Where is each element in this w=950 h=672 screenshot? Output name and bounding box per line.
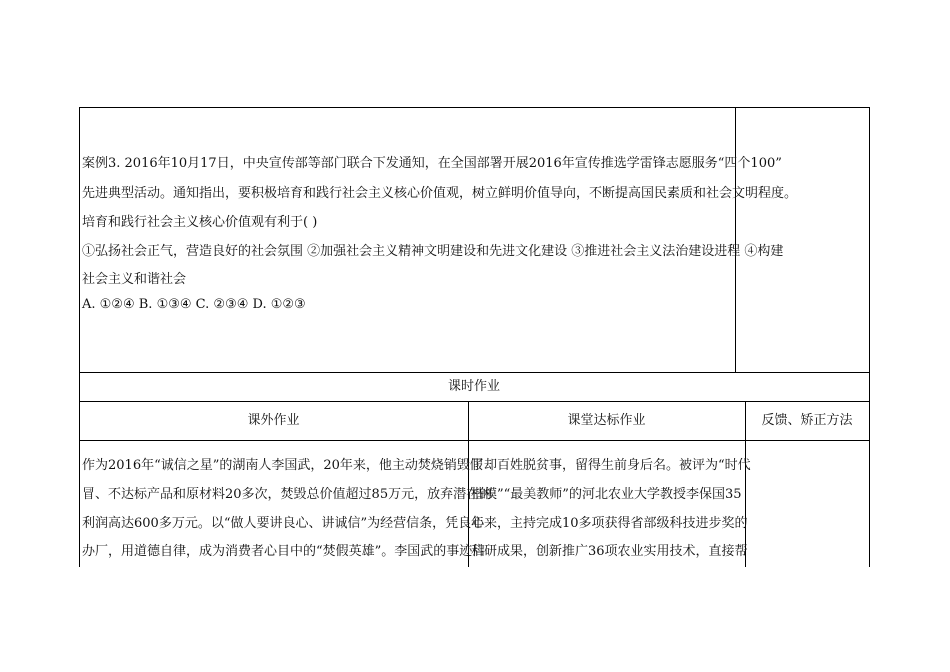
case3-answer-options: A. ①②④ B. ①③④ C. ②③④ D. ①②③ [82, 297, 306, 312]
header-feedback-method: 反馈、矫正方法 [761, 413, 853, 428]
row-divider-2 [79, 401, 869, 402]
col2-line-1: 了却百姓脱贫事，留得生前身后名。被评为“时代 [471, 458, 751, 473]
col1-line-1: 作为2016年“诚信之星”的湖南人李国武，20年来，他主动焚烧销毁假 [82, 458, 483, 473]
col2-line-2: 楷模”“最美教师”的河北农业大学教授李保国35 [471, 487, 742, 502]
col1-line-2: 冒、不达标产品和原材料20多次，焚毁总价值超过85万元，放弃潜在的 [82, 487, 493, 502]
case3-line-1: 案例3. 2016年10月17日，中央宣传部等部门联合下发通知，在全国部署开展2016年宣传推选学雷锋志愿服务“四个100” [82, 156, 782, 171]
homework-title: 课时作业 [447, 379, 500, 394]
row-divider-3 [79, 440, 869, 441]
col1-line-4: 办厂，用道德自律，成为消费者心目中的“焚假英雄”。李国武的事迹启 [82, 544, 486, 559]
case3-line-5: 社会主义和谐社会 [82, 272, 187, 287]
case-col-divider [735, 107, 736, 372]
case3-line-4: ①弘扬社会正气，营造良好的社会氛围 ②加强社会主义精神文明建设和先进文化建设 ③推进社会主义法治建设进程 ④构建 [82, 244, 784, 259]
case3-line-3: 培育和践行社会主义核心价值观有利于( ) [82, 215, 318, 230]
col1-line-3: 利润高达600多万元。以“做人要讲良心、讲诚信”为经营信条，凭良心 [82, 516, 485, 531]
top-border [79, 107, 869, 108]
case3-line-2: 先进典型活动。通知指出，要积极培育和践行社会主义核心价值观，树立鲜明价值导向，不断提高国民素质和社会文明程度。 [82, 186, 798, 201]
col2-line-3: 年来，主持完成10多项获得省部级科技进步奖的 [471, 516, 748, 531]
right-border [869, 107, 870, 567]
col2-line-4: 科研成果，创新推广36项农业实用技术，直接帮 [471, 544, 748, 559]
header-classroom-homework: 课堂达标作业 [567, 413, 646, 428]
left-border [79, 107, 80, 567]
header-outside-homework: 课外作业 [247, 413, 300, 428]
row-divider-1 [79, 372, 869, 373]
